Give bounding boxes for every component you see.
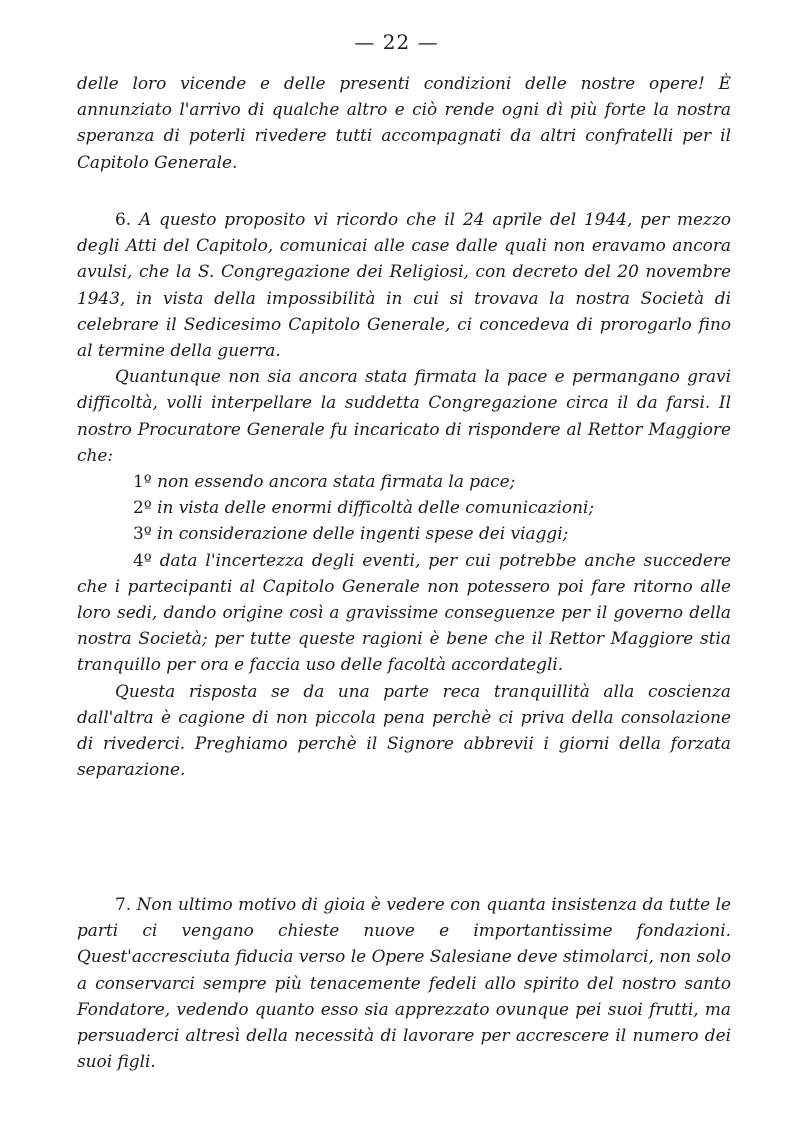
- paragraph-text: Questa risposta se da una parte reca tranquillità alla coscienza dall'altra è cagione di non piccola pena perchè ci priva della consolazione di rivederci. Preghiamo perchè il Signore abbrevii i giorni della forzata separazione.: [77, 680, 731, 780]
- list-item-number: 1º: [133, 471, 152, 492]
- list-item-text: non essendo ancora stata firmata la pace;: [157, 471, 516, 492]
- paragraph-text: delle loro vicende e delle presenti condizioni delle nostre opere! È annunziato l'arrivo di qualche altro e ciò rende ogni dì più forte la nostra speranza di poterli rivedere tutti accompagnati da altri confratelli per il Capitolo Generale.: [77, 73, 731, 172]
- paragraph: [77, 363, 731, 468]
- paragraph: [77, 678, 731, 783]
- list-item-number: 4º: [133, 549, 152, 570]
- paragraph-text: Non ultimo motivo di gioia è vedere con quanta insistenza da tutte le parti ci vengano chieste nuove e importantissime fondazioni. Quest'accresciuta fiducia verso le Opere Salesiane deve stimolarci, non solo a conservarci sempre più tenacemente fedeli allo spirito del nostro santo Fondatore, vedendo quanto esso sia apprezzato ovunque pei suoi frutti, ma persuaderci altresì della necessità di lavorare per accrescere il numero dei suoi figli.: [77, 894, 731, 1072]
- paragraph: [77, 70, 731, 175]
- section-7: [77, 891, 731, 1074]
- paragraph: [77, 891, 731, 1074]
- list-item: [77, 547, 731, 678]
- page-number: — 22 —: [354, 30, 439, 54]
- paragraph-text: A questo proposito vi ricordo che il 24 aprile del 1944, per mezzo degli Atti del Capitolo, comunicai alle case dalle quali non eravamo ancora avulsi, che la S. Congregazione dei Religiosi, con decreto del 20 novembre 1943, in vista della impossibilità in cui si trovava la nostra Società di celebrare il Sedicesimo Capitolo Generale, ci concedeva di prorogarlo fino al termine della guerra.: [77, 209, 732, 361]
- list-item-number: 2º: [133, 497, 152, 518]
- paragraph-text: Quantunque non sia ancora stata firmata la pace e permangano gravi difficoltà, volli interpellare la suddetta Congregazione circa il da farsi. Il nostro Procuratore Generale fu incaricato di rispondere al Rettor Maggiore che:: [77, 366, 731, 465]
- list-item: [77, 520, 731, 546]
- list-item-number: 3º: [133, 523, 152, 544]
- list-item-text: data l'incertezza degli eventi, per cui potrebbe anche succedere che i partecipanti al Capitolo Generale non potessero poi fare ritorno alle loro sedi, dando origine così a gravissime conseguenze per il governo della nostra Società; per tutte queste ragioni è bene che il Rettor Maggiore stia tranquillo per ora e faccia uso delle facoltà accordategli.: [77, 549, 731, 675]
- list-item-text: in considerazione delle ingenti spese dei viaggi;: [157, 523, 569, 544]
- paragraph-number: 7.: [115, 894, 132, 914]
- list-item: [77, 468, 731, 494]
- section-6: [77, 206, 731, 782]
- paragraph: [77, 206, 731, 363]
- paragraph-number: 6.: [115, 209, 132, 229]
- text-block-continuation: [77, 70, 731, 175]
- list-item-text: in vista delle enormi difficoltà delle comunicazioni;: [157, 497, 595, 518]
- list-item: [77, 494, 731, 520]
